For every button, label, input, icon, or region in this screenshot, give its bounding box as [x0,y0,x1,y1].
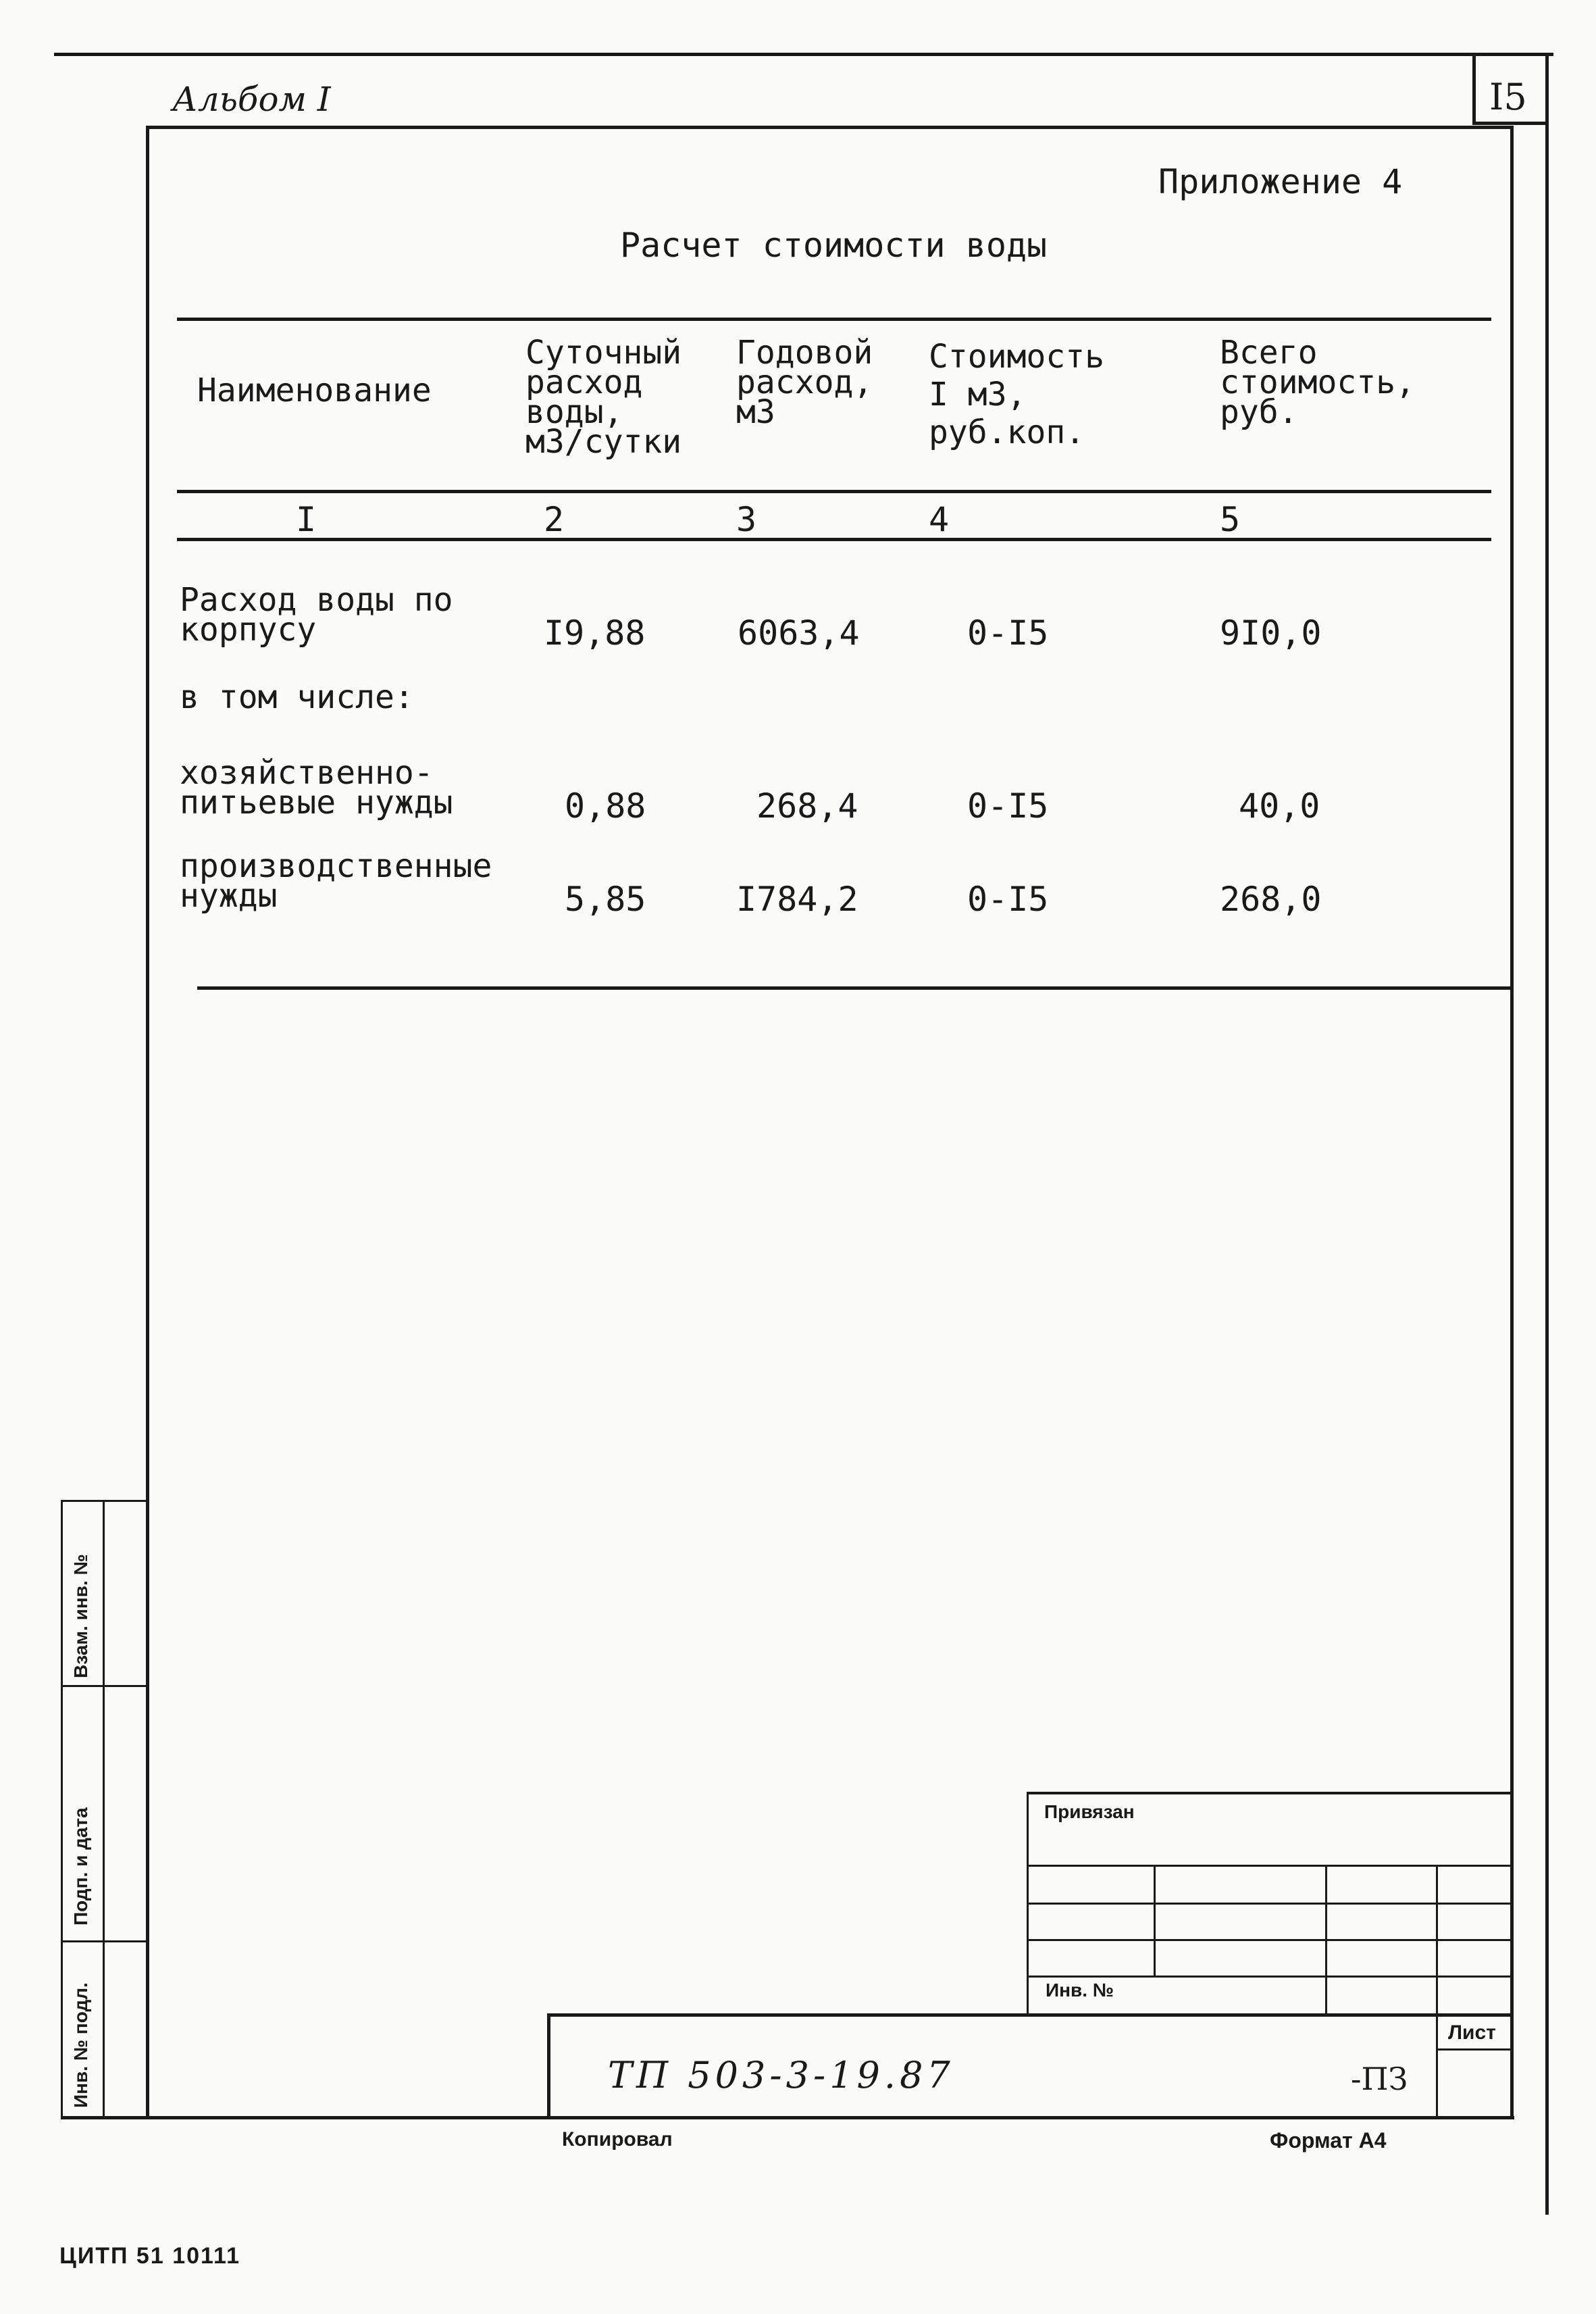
side-stamp-inv: Инв. № подл. [70,1982,91,2108]
side-stamp-sep2 [61,1940,147,1942]
col-header-daily: Суточный расход воды, м3/сутки [525,334,682,461]
side-stamp-mid-line [103,1500,105,2117]
appendix-label: Приложение 4 [1158,162,1403,201]
frame-top-inner [147,126,1512,129]
row-production-unit-cost: 0-I5 [967,880,1049,919]
tb-col2 [1325,1865,1327,2015]
side-stamp-sep1 [61,1685,147,1687]
row-household-daily: 0,88 [565,786,646,826]
col-header-annual: Годовой расход, м3 [736,334,873,431]
footer-format: Формат А4 [1270,2128,1387,2153]
tb-doc-code: ТП 503-3-19.87 [608,2054,954,2096]
frame-right-outer [1545,53,1549,2215]
row-total-daily: I9,88 [544,613,646,653]
row-name-including: в том числе: [180,678,414,716]
tb-row1 [1028,1865,1512,1867]
tb-doc-suffix: -ПЗ [1351,2061,1408,2097]
row-production-daily: 5,85 [565,880,646,919]
tb-row2 [1028,1903,1512,1905]
col-header-name: Наименование [197,372,432,409]
tb-row3 [1028,1939,1512,1941]
side-stamp-left-line [61,1500,63,2117]
tb-row4 [1028,1976,1512,1978]
col-number-4: 4 [929,500,950,539]
footer-copied: Копировал [562,2128,673,2150]
frame-left-inner [146,126,149,2119]
col-header-total: Всего стоимость, руб. [1220,334,1415,431]
tb-top [1028,1792,1512,1794]
tb-main-left [547,2013,550,2117]
sheet-box-left [1472,53,1476,123]
frame-bottom-inner [61,2116,1514,2119]
col-number-5: 5 [1220,500,1241,539]
footer-print-code: ЦИТП 51 10111 [59,2243,240,2269]
row-name-household: хозяйственно- питьевые нужды [180,754,453,822]
row-name-total: Расход воды по корпусу [180,581,453,649]
frame-top-outer [54,53,1553,56]
album-label: Альбом I [172,80,331,119]
table-header-rule [177,490,1491,493]
table-top-rule [177,318,1491,321]
col-number-3: 3 [736,500,757,539]
tb-list-label: Лист [1448,2021,1496,2044]
row-name-production: производственные нужды [180,847,492,915]
tb-col3 [1436,1865,1438,2015]
side-stamp-top [61,1500,147,1502]
frame-right-inner [1510,126,1514,2119]
tb-main-top [548,2013,1513,2017]
row-total-unit-cost: 0-I5 [967,613,1049,653]
table-numbers-rule [177,538,1491,541]
row-production-annual: I784,2 [736,880,858,919]
side-stamp-vzam: Взам. инв. № [70,1554,91,1678]
sheet-box-bottom [1472,122,1547,125]
col-number-2: 2 [544,500,565,539]
row-total-total: 9I0,0 [1220,613,1322,653]
side-stamp-podp: Подп. и дата [70,1807,91,1926]
col-number-1: I [296,500,317,539]
sheet-number: I5 [1489,76,1527,118]
row-production-total: 268,0 [1220,880,1322,919]
col-header-unit-cost: Стоимость I м3, руб.коп. [929,338,1105,451]
tb-list-sep [1436,2048,1512,2051]
tb-list-left [1436,2013,1438,2117]
row-household-total: 40,0 [1239,786,1320,826]
tb-col1 [1154,1865,1156,1976]
table-bottom-rule [197,986,1512,990]
tb-privyazan: Привязан [1044,1801,1135,1822]
page-title: Расчет стоимости воды [620,226,1048,265]
row-total-annual: 6063,4 [738,613,860,653]
row-household-annual: 268,4 [756,786,858,826]
tb-inv-no: Инв. № [1046,1980,1114,2001]
row-household-unit-cost: 0-I5 [967,786,1049,826]
